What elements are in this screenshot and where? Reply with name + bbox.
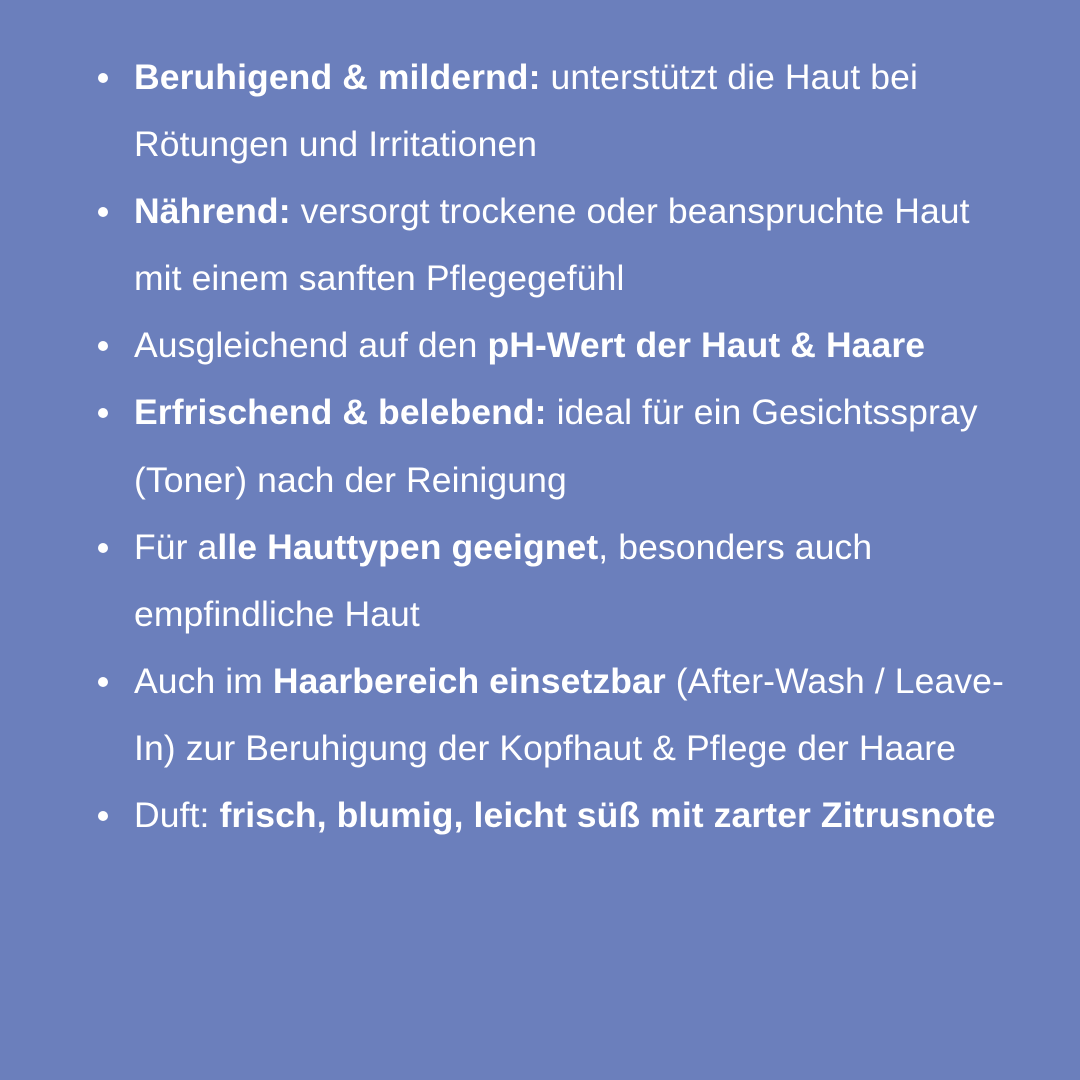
list-item: [84, 648, 1010, 782]
list-item-text: ideal für ein Gesichtsspray (Toner) nach der Reinigung: [134, 392, 978, 500]
list-item-emphasis: Erfrischend & belebend:: [134, 392, 547, 433]
list-item: [84, 514, 1010, 648]
list-item-text: Duft:: [134, 795, 220, 836]
list-item-text: (After-Wash / Leave-In) zur Beruhigung der Kopfhaut & Pflege der Haare: [134, 660, 1004, 768]
list-item-emphasis: lle Hauttypen geeignet: [217, 526, 599, 567]
list-item-emphasis: pH-Wert der Haut & Haare: [487, 325, 926, 366]
list-item-emphasis: Haarbereich einsetzbar: [272, 660, 666, 701]
list-item-text: , besonders auch empfindliche Haut: [134, 526, 873, 634]
list-item: [84, 312, 1010, 379]
list-item: [84, 379, 1010, 513]
list-item-text: versorgt trockene oder beanspruchte Haut mit einem sanften Pflegegefühl: [134, 191, 970, 299]
list-item: [84, 44, 1010, 178]
list-item-text: Ausgleichend auf den: [134, 325, 488, 366]
list-item-emphasis: Nährend:: [134, 191, 291, 232]
list-item-text: Auch im: [134, 660, 273, 701]
list-item-emphasis: Beruhigend & mildernd:: [134, 57, 541, 97]
list-item-text: unterstützt die Haut bei Rötungen und Irritationen: [134, 57, 918, 165]
list-item-emphasis: frisch, blumig, leicht süß mit zarter Zitrusnote: [219, 795, 996, 836]
list-item: [84, 782, 1010, 849]
list-item-text: Für a: [134, 526, 218, 567]
benefits-list: [84, 44, 1010, 849]
list-item: [84, 178, 1010, 312]
